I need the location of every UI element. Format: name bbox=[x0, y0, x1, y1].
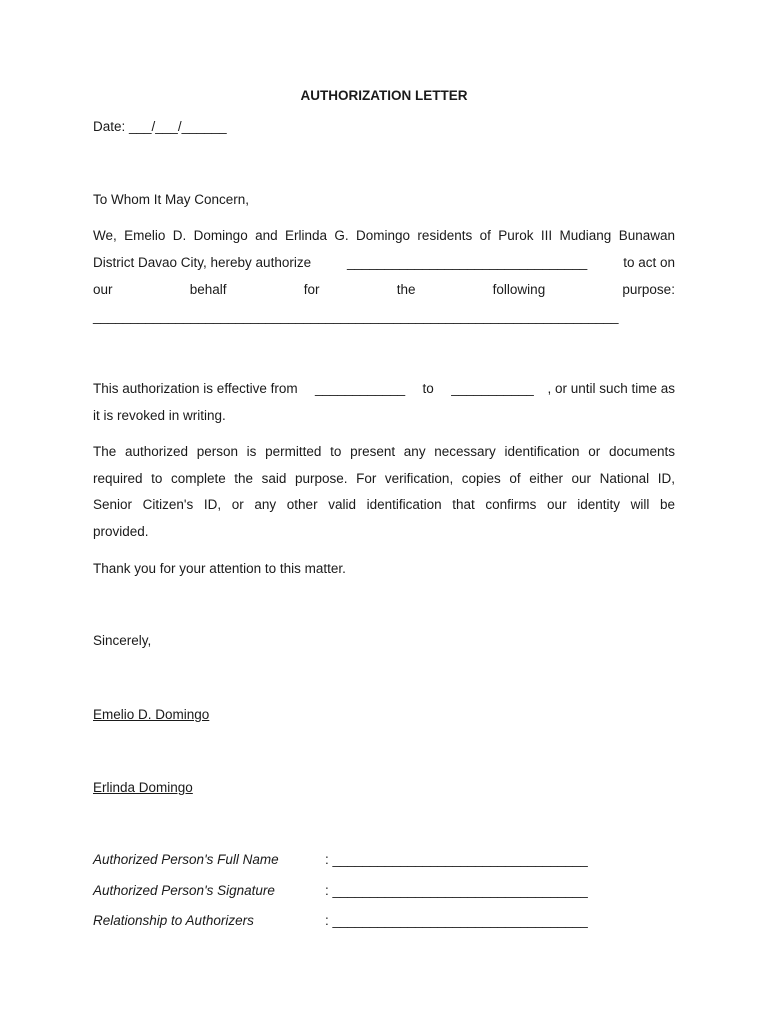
para1-word: the bbox=[396, 282, 416, 297]
para2-line1-c: , or until such time as bbox=[547, 381, 675, 396]
para2-line1 bbox=[93, 382, 675, 396]
field-label-full-name: Authorized Person's Full Name bbox=[93, 852, 279, 867]
para2-line1-a: This authorization is effective from bbox=[93, 381, 302, 396]
salutation: To Whom It May Concern, bbox=[93, 192, 250, 207]
purpose-blank[interactable]: ______________________________________________________________________ bbox=[93, 309, 619, 324]
para3-line3-text: Senior Citizen's ID, or any other valid identification that confirms our identity will be bbox=[93, 497, 675, 512]
para1-line3 bbox=[93, 283, 675, 297]
field-value-relationship[interactable]: : __________________________________ bbox=[325, 913, 588, 928]
para3-line2-text: required to complete the said purpose. For verification, copies of either our National ID, bbox=[93, 471, 675, 486]
thanks-line: Thank you for your attention to this matter. bbox=[93, 561, 346, 576]
para2-line1-b: to bbox=[418, 381, 438, 396]
para1-word: purpose: bbox=[622, 282, 675, 297]
para1-line2 bbox=[93, 256, 675, 270]
para3-line1-text: The authorized person is permitted to present any necessary identification or documents bbox=[93, 444, 675, 459]
para2-line2: it is revoked in writing. bbox=[93, 408, 226, 423]
para3-line4: provided. bbox=[93, 524, 149, 539]
para1-line2-end: to act on bbox=[619, 255, 675, 270]
para1-word: for bbox=[303, 282, 320, 297]
para3-line3 bbox=[93, 498, 675, 512]
authorized-person-blank[interactable]: ________________________________ bbox=[347, 255, 588, 270]
para1-line1-text: We, Emelio D. Domingo and Erlinda G. Domingo residents of Purok III Mudiang Bunawan bbox=[93, 228, 675, 243]
para1-word: behalf bbox=[189, 282, 227, 297]
signatory-2: Erlinda Domingo bbox=[93, 780, 193, 795]
para1-line1 bbox=[93, 229, 675, 243]
field-value-signature[interactable]: : __________________________________ bbox=[325, 883, 588, 898]
field-label-relationship: Relationship to Authorizers bbox=[93, 913, 254, 928]
closing: Sincerely, bbox=[93, 633, 152, 648]
date-line: Date: ___/___/______ bbox=[93, 119, 227, 134]
para3-line2 bbox=[93, 472, 675, 486]
para3-line1 bbox=[93, 445, 675, 459]
signatory-1: Emelio D. Domingo bbox=[93, 707, 210, 722]
document-title: AUTHORIZATION LETTER bbox=[300, 88, 468, 103]
para1-word: following bbox=[492, 282, 546, 297]
para1-line2-start: District Davao City, hereby authorize bbox=[93, 255, 315, 270]
field-label-signature: Authorized Person's Signature bbox=[93, 883, 275, 898]
field-value-full-name[interactable]: : __________________________________ bbox=[325, 852, 588, 867]
effective-from-blank[interactable]: ____________ bbox=[315, 381, 406, 396]
effective-to-blank[interactable]: ___________ bbox=[451, 381, 534, 396]
para1-word: our bbox=[93, 282, 113, 297]
